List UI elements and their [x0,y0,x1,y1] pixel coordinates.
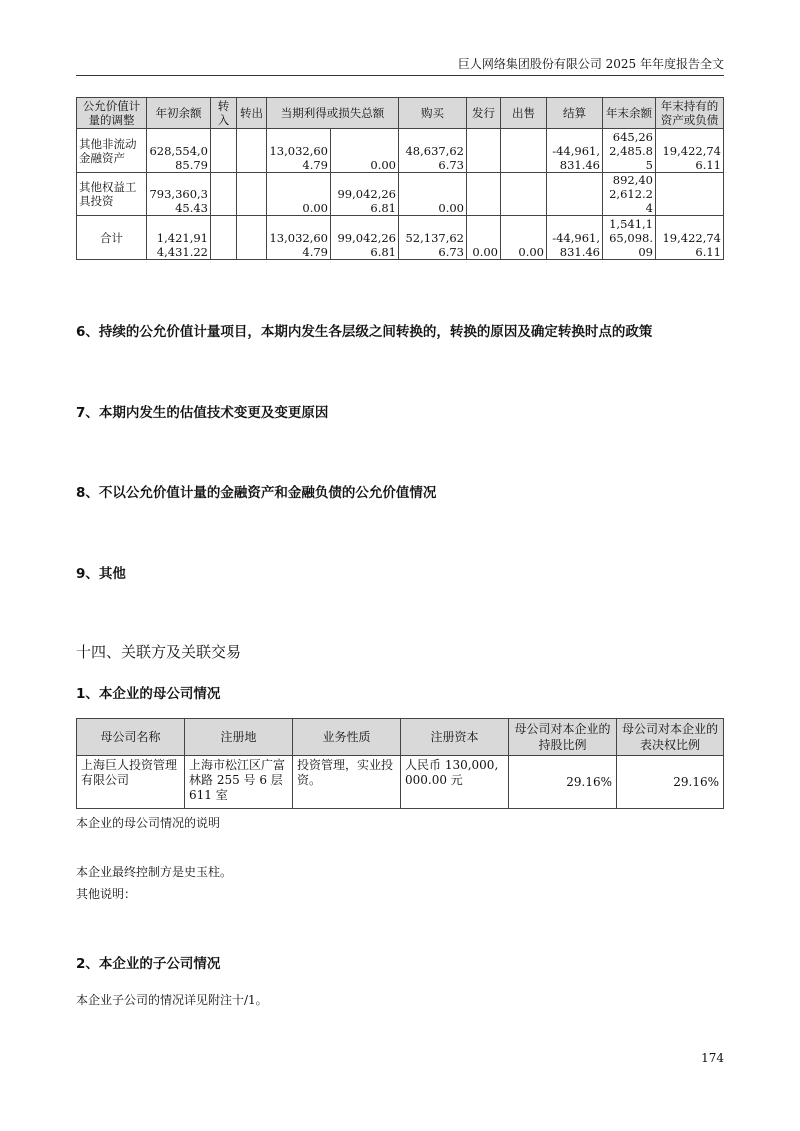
table1-header: 结算 [547,98,603,129]
paragraph: 其他说明： [76,887,137,901]
row-label: 其他非流动金融资产 [77,129,147,173]
table-cell: 52,137,626.73 [399,216,467,260]
table-cell [467,129,501,173]
table-cell: 645,262,485.85 [603,129,656,173]
chapter-heading: 十四、关联方及关联交易 [76,643,242,661]
table2-header: 注册资本 [401,719,509,756]
table-cell [656,173,724,216]
table-cell [211,173,237,216]
table-cell: 793,360,345.43 [147,173,211,216]
table2-header: 母公司对本企业的持股比例 [509,719,617,756]
table-cell: 29.16% [617,756,724,809]
table-cell: 628,554,085.79 [147,129,211,173]
table-cell: 892,402,612.24 [603,173,656,216]
fair-value-adjustment-table [76,97,724,260]
table1-header: 出售 [501,98,547,129]
table1-header: 公允价值计量的调整 [77,98,147,129]
table2-header: 母公司对本企业的表决权比例 [617,719,724,756]
table1-header: 转出 [237,98,267,129]
paragraph: 本企业子公司的情况详见附注十/1。 [76,993,268,1007]
table-cell [211,129,237,173]
table-cell [237,129,267,173]
table-cell: 99,042,266.81 [331,173,399,216]
table2-header-row [77,719,724,756]
table2-header: 业务性质 [293,719,401,756]
page-number: 174 [701,1051,724,1065]
table-cell [501,173,547,216]
table-cell: 48,637,626.73 [399,129,467,173]
section-heading: 2、本企业的子公司情况 [76,956,221,972]
table1-header: 年末余额 [603,98,656,129]
table-cell: 29.16% [509,756,617,809]
row-label: 其他权益工具投资 [77,173,147,216]
table2-header: 注册地 [185,719,293,756]
table-cell: 投资管理，实业投资。 [293,756,401,809]
table-cell: 99,042,266.81 [331,216,399,260]
table-cell: 人民币 130,000,000.00 元 [401,756,509,809]
table-cell: 13,032,604.79 [267,129,331,173]
table-cell: 19,422,746.11 [656,129,724,173]
table1-header: 年初余额 [147,98,211,129]
section-heading: 8、不以公允价值计量的金融资产和金融负债的公允价值情况 [76,485,437,501]
section-heading: 1、本企业的母公司情况 [76,686,221,702]
table-cell: 0.00 [267,173,331,216]
section-heading: 9、其他 [76,566,126,582]
table-cell: 0.00 [331,129,399,173]
table-row [77,216,724,260]
table1-header: 当期利得或损失总额 [267,98,399,129]
table-cell [501,129,547,173]
table-cell: 0.00 [467,216,501,260]
table-cell: 上海巨人投资管理有限公司 [77,756,185,809]
paragraph: 本企业的母公司情况的说明 [76,816,221,830]
paragraph: 本企业最终控制方是史玉柱。 [76,865,233,879]
table-cell: 1,541,165,098.09 [603,216,656,260]
table-cell: 19,422,746.11 [656,216,724,260]
table-cell [547,173,603,216]
table-cell: 上海市松江区广富林路 255 号 6 层 611 室 [185,756,293,809]
table-cell: 0.00 [399,173,467,216]
table-row [77,756,724,809]
table-cell: -44,961,831.46 [547,129,603,173]
table-cell [237,173,267,216]
table-cell [237,216,267,260]
table-row [77,173,724,216]
table1-header-row [77,98,724,129]
table1-header: 年末持有的资产或负债 [656,98,724,129]
page-header: 巨人网络集团股份有限公司 2025 年年度报告全文 [76,55,724,76]
parent-company-table [76,718,724,809]
table-cell: 1,421,914,431.22 [147,216,211,260]
table1-header: 发行 [467,98,501,129]
section-heading: 7、本期内发生的估值技术变更及变更原因 [76,405,329,421]
table-cell: -44,961,831.46 [547,216,603,260]
section-heading: 6、持续的公允价值计量项目，本期内发生各层级之间转换的，转换的原因及确定转换时点的政策 [76,324,653,340]
table2-header: 母公司名称 [77,719,185,756]
row-label: 合计 [77,216,147,260]
table-cell [211,216,237,260]
table-cell: 13,032,604.79 [267,216,331,260]
table-cell [467,173,501,216]
table1-header: 转入 [211,98,237,129]
table-cell: 0.00 [501,216,547,260]
table-row [77,129,724,173]
table1-header: 购买 [399,98,467,129]
